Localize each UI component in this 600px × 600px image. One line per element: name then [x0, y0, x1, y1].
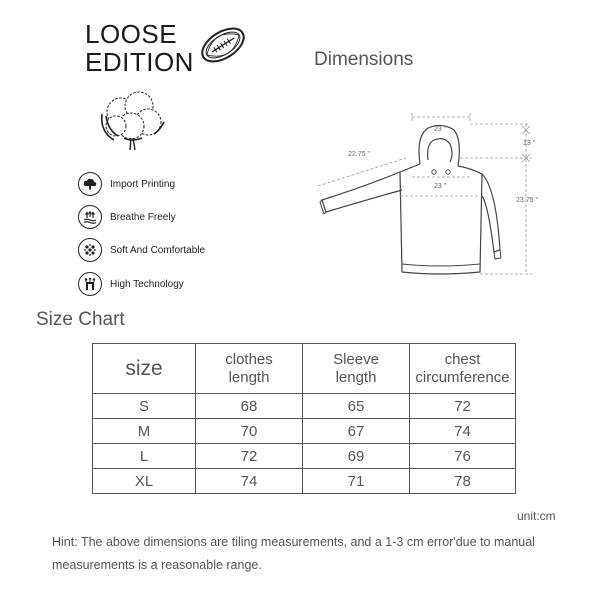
hood-height-label: 13 " — [523, 140, 536, 147]
cell-sleeve-length: 71 — [303, 469, 410, 494]
brand-line-2: EDITION — [85, 47, 194, 77]
brand-title — [85, 20, 194, 76]
technology-icon — [78, 272, 102, 296]
feature-high-technology — [78, 271, 184, 297]
cell-clothes-length: 70 — [196, 419, 303, 444]
hood-width-label: 23 " — [434, 126, 447, 133]
cell-size: S — [93, 394, 196, 419]
brand-line-1: LOOSE — [85, 19, 178, 49]
cell-clothes-length: 68 — [196, 394, 303, 419]
cell-chest: 76 — [410, 444, 516, 469]
feature-label: Import Printing — [110, 178, 176, 190]
cell-chest: 72 — [410, 394, 516, 419]
feature-label: Soft And Comfortable — [110, 244, 206, 256]
cell-sleeve-length: 65 — [303, 394, 410, 419]
table-row — [93, 394, 516, 419]
header-sleeve-length: Sleeve length — [303, 344, 410, 394]
table-row — [93, 419, 516, 444]
dimensions-title: Dimensions — [314, 49, 414, 70]
size-chart-title: Size Chart — [36, 309, 125, 330]
cell-chest: 74 — [410, 419, 516, 444]
cell-size: M — [93, 419, 196, 444]
soft-fabric-icon — [78, 238, 102, 262]
chest-width-label: 23 " — [434, 183, 447, 190]
breathe-icon — [78, 205, 102, 229]
cell-sleeve-length: 67 — [303, 419, 410, 444]
cell-clothes-length: 72 — [196, 444, 303, 469]
left-sleeve — [322, 172, 402, 212]
feature-label: Breathe Freely — [110, 211, 176, 223]
header-clothes-length: clothes length — [196, 344, 303, 394]
cotton-icon — [94, 84, 172, 152]
hoodie-diagram — [300, 100, 560, 290]
feature-label: High Technology — [110, 278, 184, 290]
cell-size: L — [93, 444, 196, 469]
feature-import-printing — [78, 171, 175, 197]
hood-opening — [428, 139, 452, 162]
cell-size: XL — [93, 469, 196, 494]
header-chest-circumference: chest circumference — [410, 344, 516, 394]
cell-sleeve-length: 69 — [303, 444, 410, 469]
cell-chest: 78 — [410, 469, 516, 494]
header-size: size — [93, 344, 196, 394]
cell-clothes-length: 74 — [196, 469, 303, 494]
table-row — [93, 469, 516, 494]
sleeve-length-label: 22.75 " — [348, 151, 370, 158]
cloud-print-icon — [78, 172, 102, 196]
table-row — [93, 444, 516, 469]
unit-label: unit:cm — [517, 509, 556, 523]
hint-text: Hint: The above dimensions are tiling measurements, and a 1-3 cm error'due to manual measurements is a reasonable range. — [52, 535, 535, 572]
football-logo-icon — [198, 22, 248, 68]
right-sleeve — [482, 174, 500, 252]
size-chart-table — [92, 343, 516, 494]
body-length-label: 23.75 " — [516, 197, 538, 204]
body-outline — [400, 164, 482, 274]
table-header-row — [93, 344, 516, 394]
feature-breathe-freely — [78, 204, 176, 230]
feature-soft-comfortable — [78, 237, 205, 263]
